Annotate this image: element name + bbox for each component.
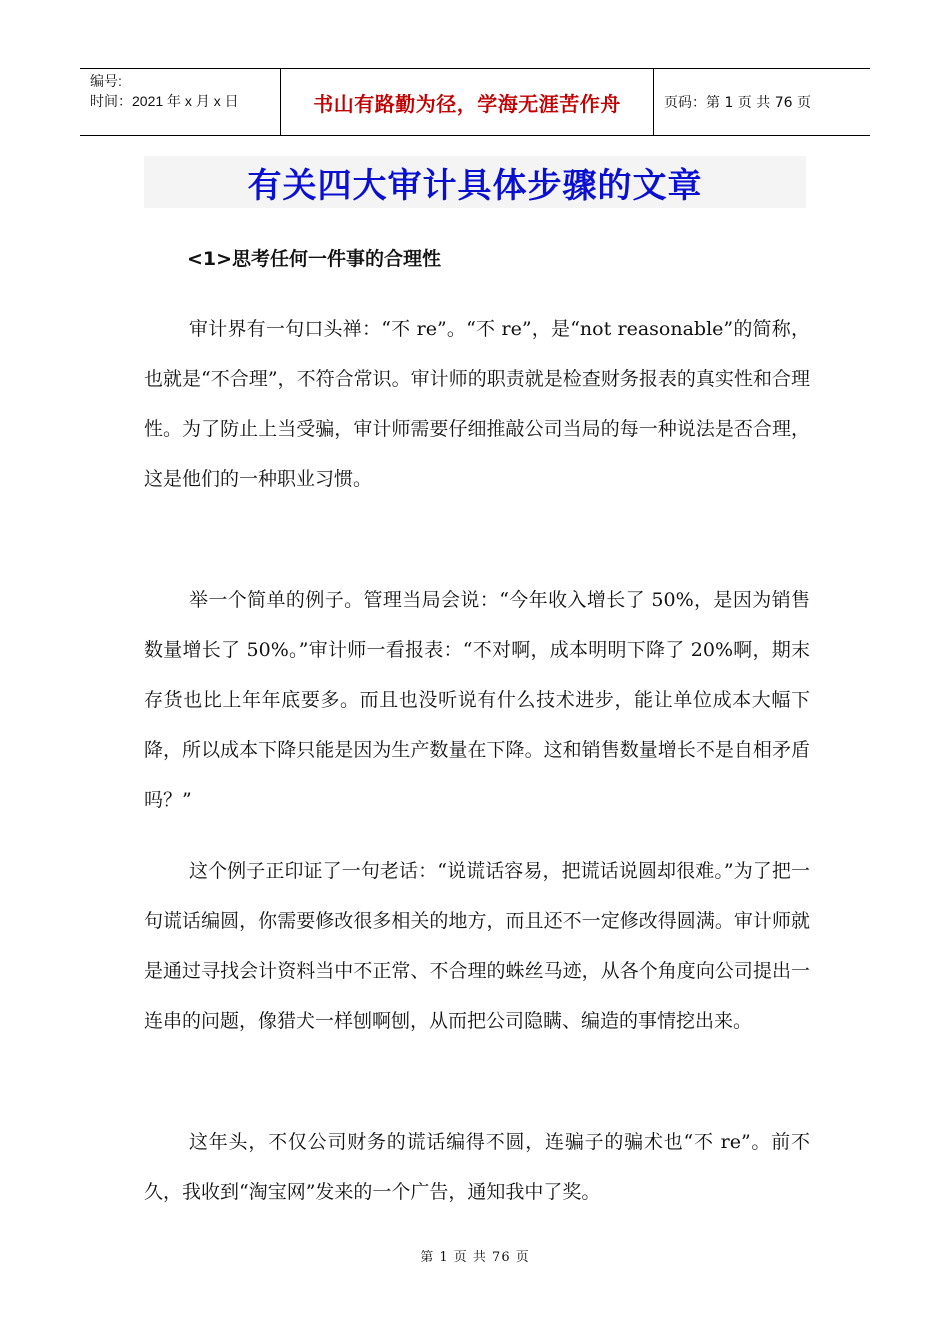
header-motto: 书山有路勤为径，学海无涯苦作舟 [313, 91, 621, 116]
page-footer: 第 1 页 共 76 页 [420, 1250, 530, 1265]
paragraph: 举一个简单的例子。管理当局会说：“今年收入增长了 50%，是因为销售数量增长了 50%。”审计师一看报表：“不对啊，成本明明下降了 20%啊，期末存货也比上年年底要多。而且也没听说有什么技术进步，能让单位成本大幅下降，所以成本下降只能是因为生产数量在下降。这和销售数量增长不是自相矛盾吗？” [144, 589, 810, 811]
document-header [80, 68, 870, 136]
paragraph: 审计界有一句口头禅：“不 re”。“不 re”，是“not reasonable”的简称，也就是“不合理”，不符合常识。审计师的职责就是检查财务报表的真实性和合理性。为了防止上当受骗，审计师需要仔细推敲公司当局的每一种说法是否合理，这是他们的一种职业习惯。 [144, 318, 810, 490]
title-band [144, 156, 806, 208]
document-number-label: 编号: [90, 73, 122, 89]
header-page-info: 页码：第 1 页 共 76 页 [664, 95, 811, 111]
document-date: 时间：2021 年 x 月 x 日 [90, 93, 239, 109]
header-meta [80, 69, 281, 135]
paragraph: 这个例子正印证了一句老话：“说谎话容易，把谎话说圆却很难。”为了把一句谎话编圆，你需要修改很多相关的地方，而且还不一定修改得圆满。审计师就是通过寻找会计资料当中不正常、不合理的蛛丝马迹，从各个角度向公司提出一连串的问题，像猎犬一样刨啊刨，从而把公司隐瞒、编造的事情挖出来。 [144, 860, 810, 1032]
header-motto-cell [281, 69, 654, 135]
paragraph: 这年头，不仅公司财务的谎话编得不圆，连骗子的骗术也“不 re”。前不久，我收到“淘宝网”发来的一个广告，通知我中了奖。 [144, 1131, 810, 1203]
document-title: 有关四大审计具体步骤的文章 [247, 165, 703, 206]
section-heading: <1>思考任何一件事的合理性 [187, 248, 442, 270]
header-page-cell [654, 69, 870, 135]
